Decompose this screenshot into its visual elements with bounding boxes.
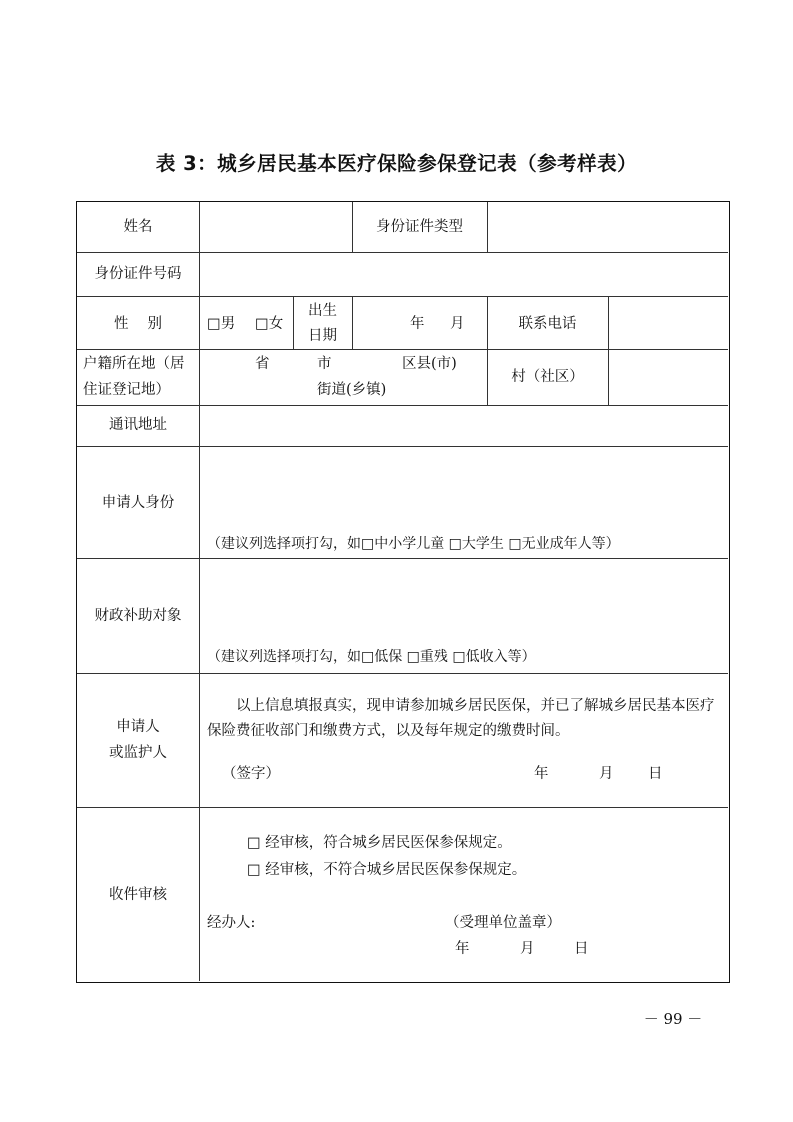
id-type-field[interactable]: [488, 202, 728, 252]
phone-field[interactable]: [609, 297, 728, 349]
sign-month-unit: 月: [599, 766, 614, 782]
declarant-label-line1: 申请人: [116, 719, 160, 735]
id-type-label: 身份证件类型: [376, 219, 463, 235]
male-checkbox[interactable]: □男: [207, 316, 236, 332]
review-option-reject[interactable]: □ 经审核，不符合城乡居民医保参保规定。: [247, 862, 527, 878]
name-label: 姓名: [123, 219, 153, 235]
review-label: 收件审核: [109, 887, 167, 903]
col-divider: [352, 296, 353, 349]
province-unit: 省: [255, 356, 270, 372]
review-year-unit: 年: [455, 941, 470, 957]
household-label-line2: 住证登记地）: [83, 382, 170, 398]
review-option-approve[interactable]: □ 经审核，符合城乡居民医保参保规定。: [247, 835, 512, 851]
signature-label: （签字）: [222, 766, 280, 782]
subsidy-hint: （建议列选择项打勾，如□低保 □重残 □低收入等）: [207, 649, 536, 665]
street-unit: 街道(乡镇): [317, 382, 387, 398]
registration-form: [76, 201, 730, 983]
id-number-label: 身份证件号码: [94, 266, 182, 282]
gender-label: 性 别: [113, 316, 163, 332]
applicant-identity-hint: （建议列选择项打勾，如□中小学儿童 □大学生 □无业成年人等）: [207, 536, 620, 552]
col-divider: [487, 296, 488, 405]
seal-label: （受理单位盖章）: [445, 915, 561, 931]
page-title: 表 3：城乡居民基本医疗保险参保登记表（参考样表）: [155, 152, 638, 175]
village-label: 村（社区）: [511, 369, 584, 385]
sign-year-unit: 年: [534, 766, 549, 782]
household-label-line1: 户籍所在地（居: [83, 356, 185, 372]
birth-label-line1: 出生: [308, 303, 337, 319]
subsidy-label: 财政补助对象: [94, 608, 182, 624]
review-day-unit: 日: [574, 941, 589, 957]
birth-label-line2: 日期: [308, 328, 337, 344]
phone-label: 联系电话: [518, 316, 577, 332]
female-checkbox[interactable]: □女: [255, 316, 284, 332]
city-unit: 市: [317, 356, 332, 372]
birth-year-unit: 年: [410, 316, 425, 332]
declarant-label-line2: 或监护人: [109, 745, 167, 761]
address-field[interactable]: [200, 406, 728, 446]
row-divider: [77, 558, 728, 559]
district-unit: 区县(市): [402, 356, 457, 372]
row-divider: [77, 673, 728, 674]
village-field[interactable]: [609, 350, 728, 405]
applicant-identity-label: 申请人身份: [101, 495, 175, 511]
name-field[interactable]: [200, 202, 352, 252]
sign-day-unit: 日: [648, 766, 663, 782]
col-divider: [199, 202, 200, 981]
handler-label: 经办人:: [207, 915, 256, 931]
row-divider: [77, 446, 728, 447]
address-label: 通讯地址: [109, 417, 167, 433]
review-month-unit: 月: [520, 941, 535, 957]
declaration-text: 以上信息填报真实，现申请参加城乡居民医保，并已了解城乡居民基本医疗保险费征收部门和缴费方式，以及每年规定的缴费时间。: [207, 698, 715, 739]
page-number: － 99 －: [643, 1010, 703, 1028]
row-divider: [77, 807, 728, 808]
id-number-field[interactable]: [200, 253, 728, 296]
birth-month-unit: 月: [450, 316, 465, 332]
